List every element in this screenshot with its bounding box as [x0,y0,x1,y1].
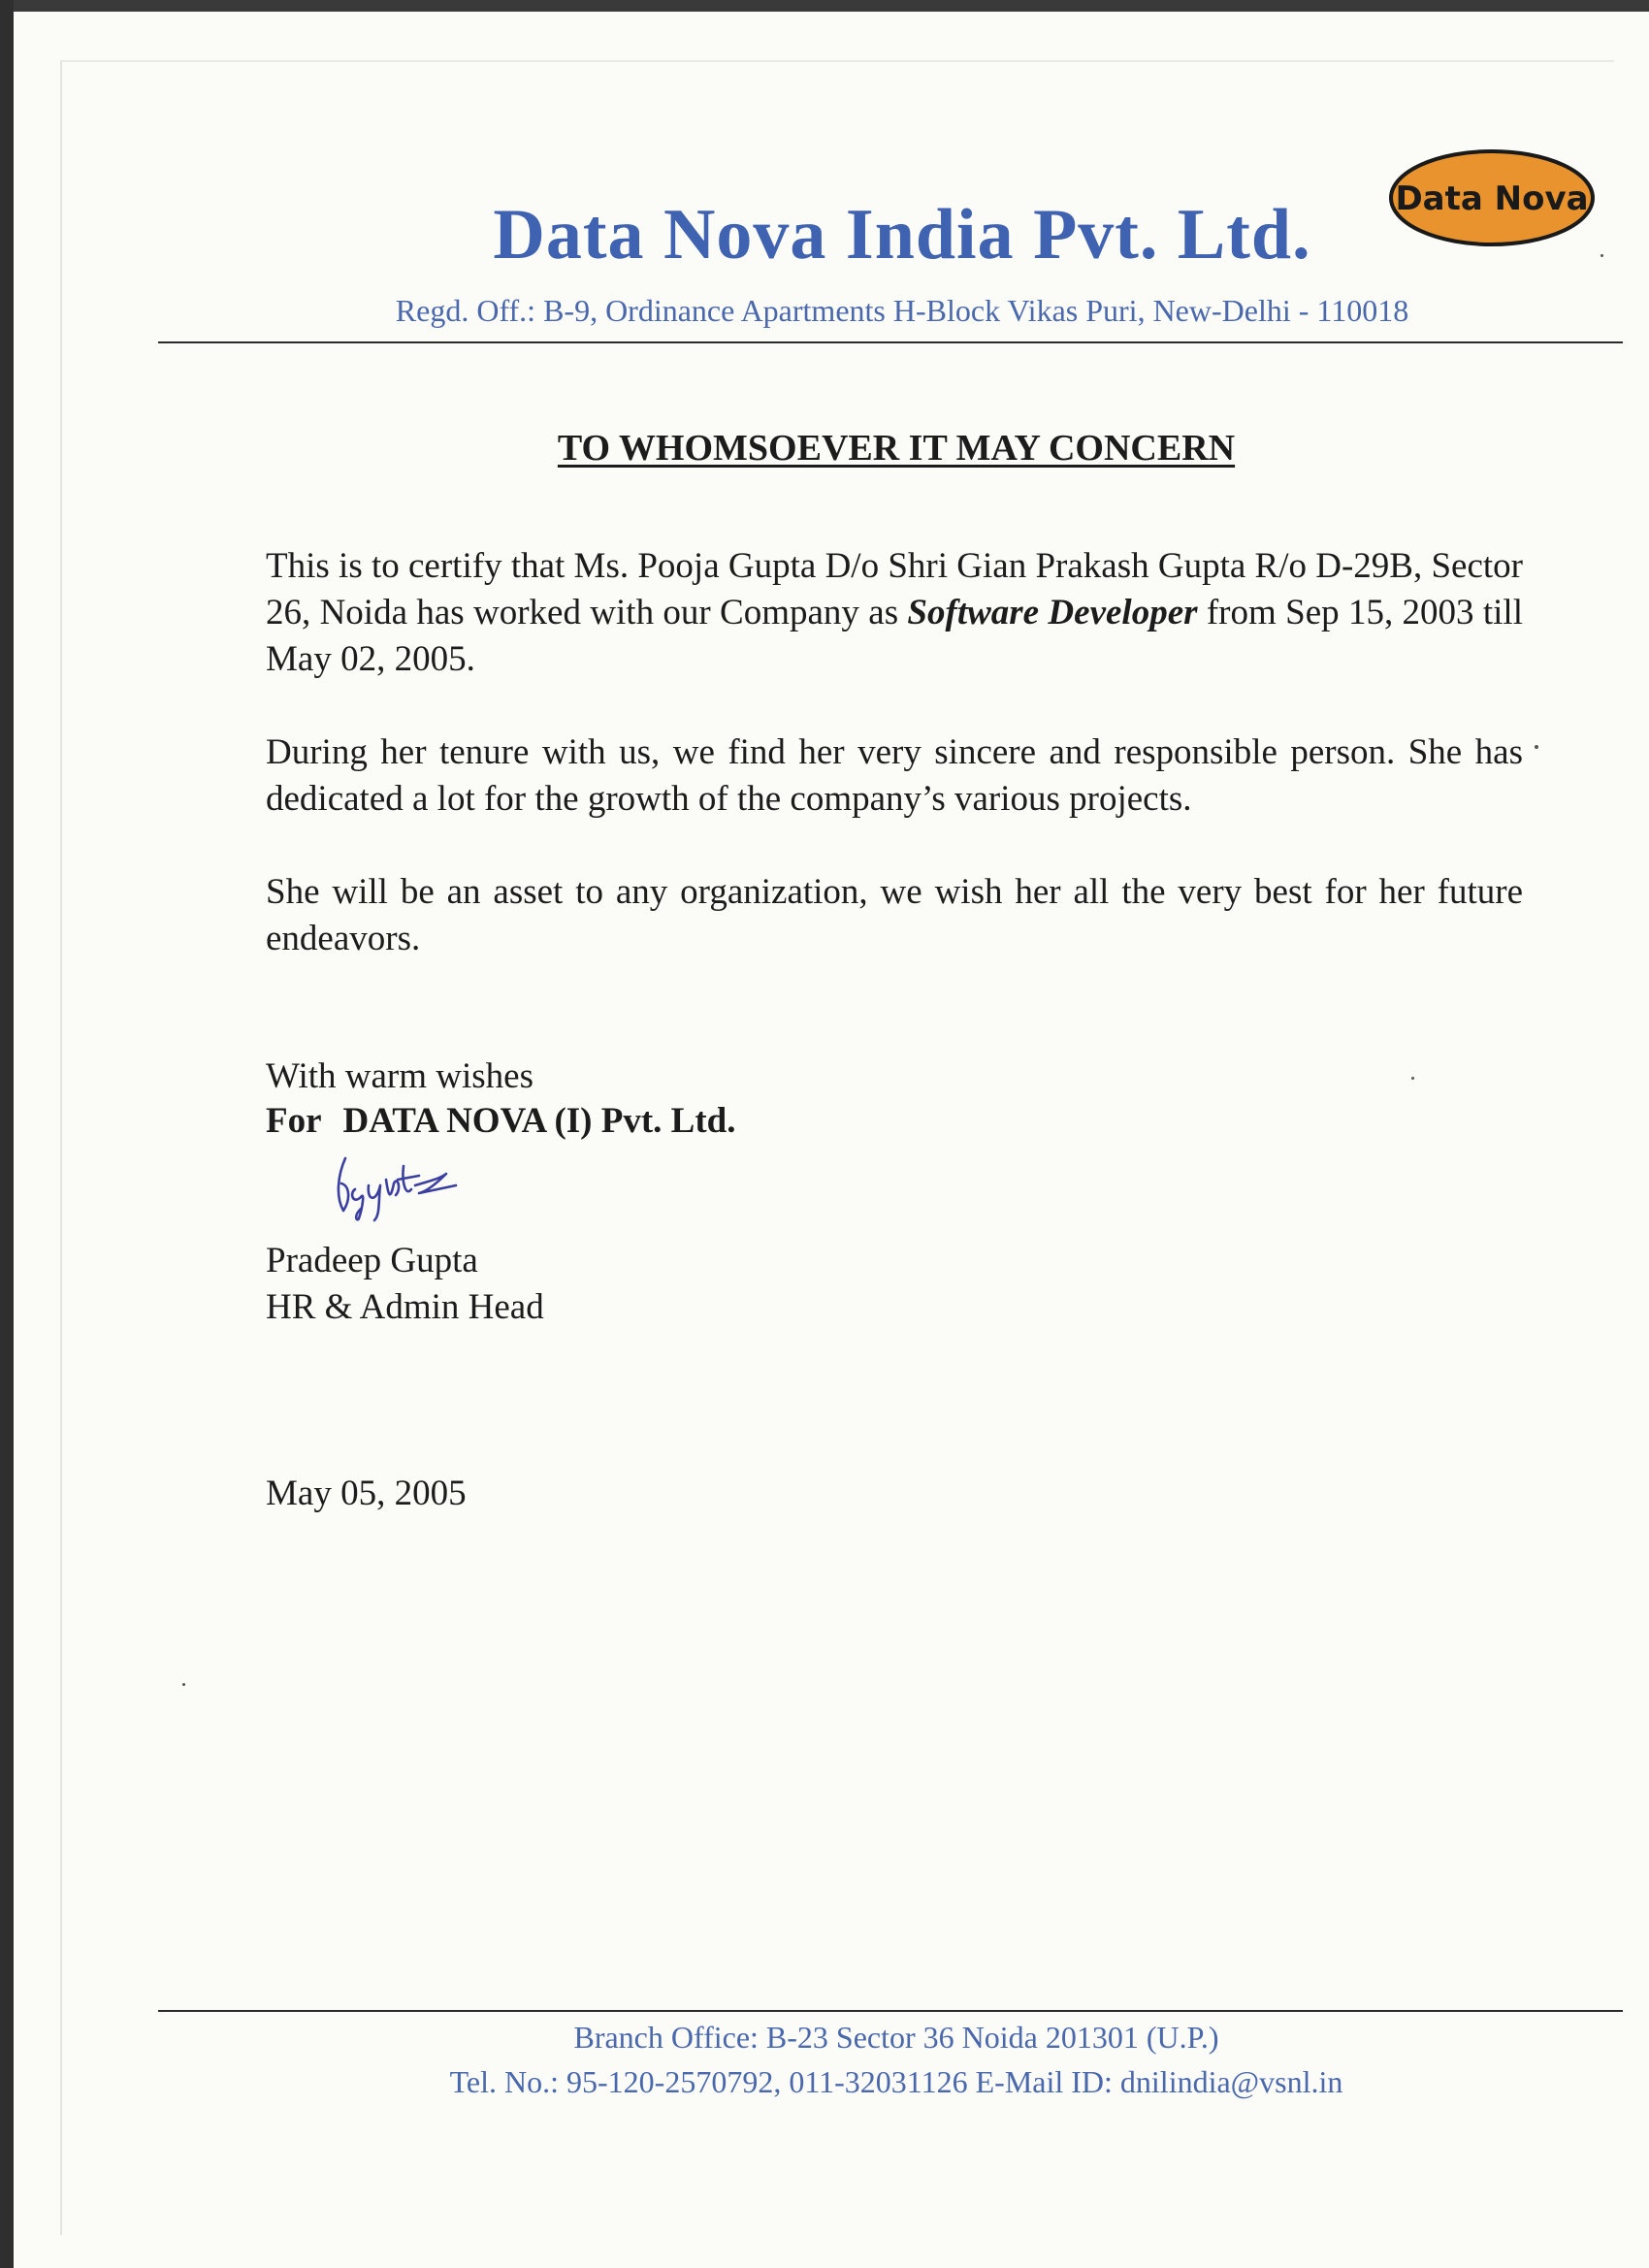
page-edge [60,60,1614,2235]
handwritten-signature [330,1147,485,1224]
tenure-paragraph: During her tenure with us, we find her very sincere and responsible person. She has dedicated a lot for the growth of the company’s various projects. [266,732,1523,819]
signer-title: HR & Admin Head [266,1287,544,1327]
certification-text: This is to certify that Ms. Pooja Gupta D/o Shri Gian Prakash Gupta R/o D-29B, Sector 26, Noida has worked with our Company as [266,546,1523,632]
job-role: Software Developer [907,593,1198,632]
footer-divider [158,2010,1623,2012]
logo-text: Data Nova [1395,179,1589,218]
signing-company [266,1100,736,1142]
letter-date: May 05, 2005 [266,1474,467,1513]
company-short-name: DATA NOVA (I) Pvt. Ltd. [342,1101,736,1141]
contact-details: Tel. No.: 95-120-2570792, 011-32031126 E-Mail ID: dnilindia@vsnl.in [449,2064,1343,2099]
employment-period: from Sep 15, 2003 till May 02, 2005. [266,593,1523,679]
company-name: Data Nova India Pvt. Ltd. [493,195,1311,275]
for-label: For [266,1101,322,1141]
branch-office-address: Branch Office: B-23 Sector 36 Noida 201301 (U.P.) [573,2020,1219,2055]
scan-speck [182,1683,185,1686]
scan-speck [1600,254,1603,257]
scan-edge-top [0,0,1649,12]
header-divider [158,341,1623,343]
closing-salutation: With warm wishes [266,1056,534,1096]
scan-speck [1411,1077,1414,1080]
signer-name: Pradeep Gupta [266,1241,478,1280]
data-nova-logo [1386,147,1598,248]
scan-speck [1535,745,1538,749]
certification-paragraph [266,543,1523,683]
letter-subject: TO WHOMSOEVER IT MAY CONCERN [557,428,1236,469]
registered-office-address: Regd. Off.: B-9, Ordinance Apartments H-Block Vikas Puri, New-Delhi - 110018 [395,293,1409,328]
wishes-paragraph: She will be an asset to any organization, we wish her all the very best for her future endeavors. [266,872,1523,958]
scan-edge-left [0,0,14,2268]
